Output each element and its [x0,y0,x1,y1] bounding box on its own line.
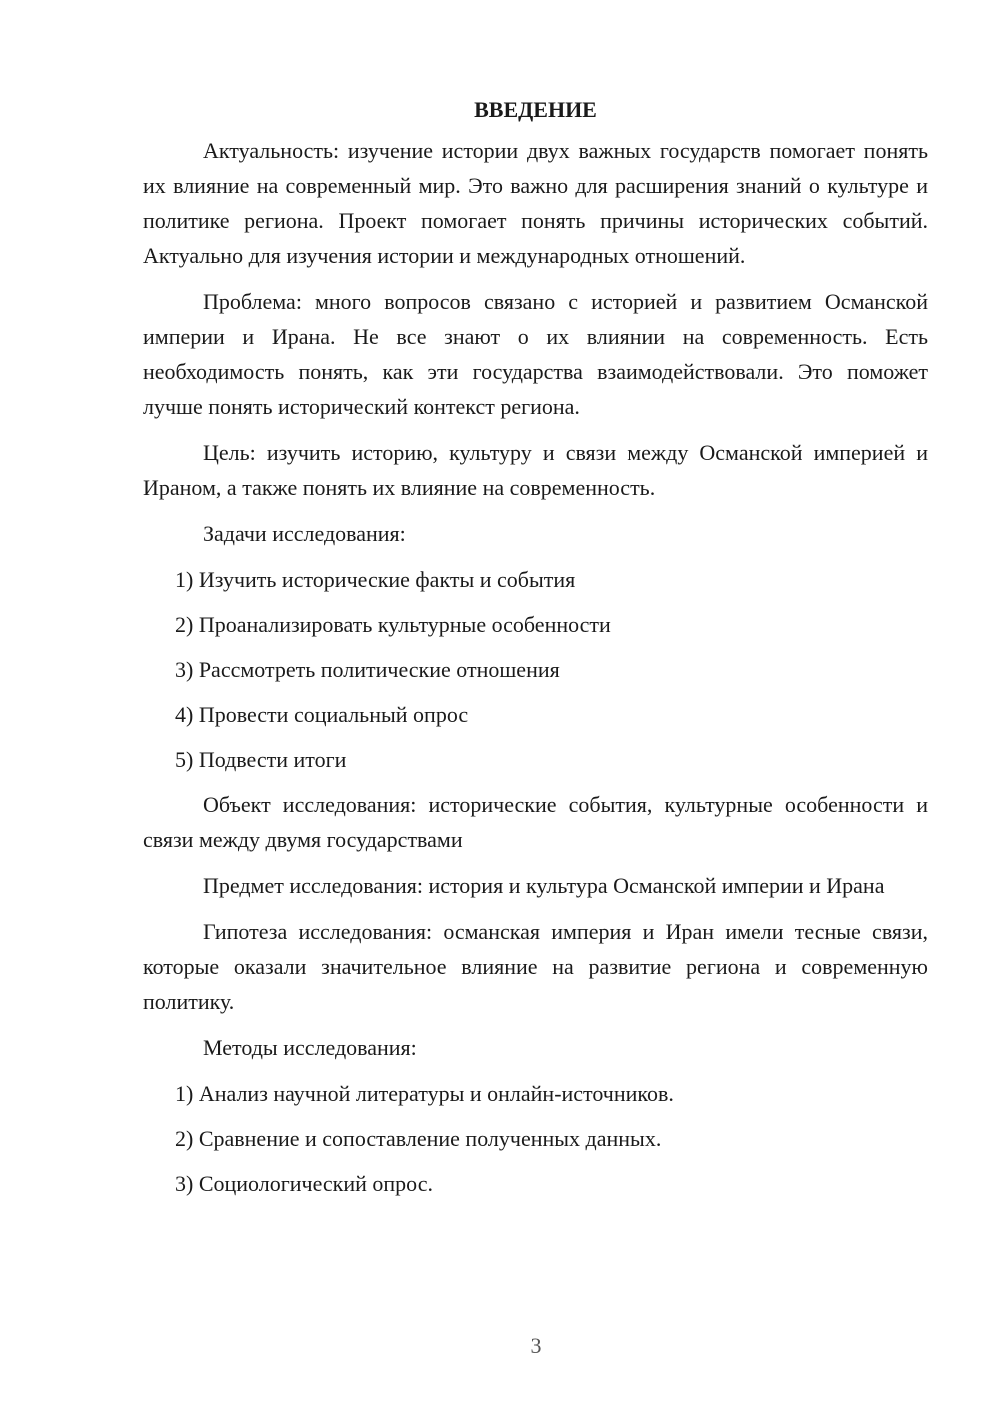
hypothesis-paragraph: Гипотеза исследования: османская империя и Иран имели тесные связи, которые оказали значительное влияние на развитие региона и современную политику. [143,919,928,1014]
list-item: 2) Сравнение и сопоставление полученных данных. [175,1126,662,1151]
subject-paragraph: Предмет исследования: история и культура Османской империи и Ирана [203,873,885,898]
tasks-list [143,562,928,777]
goal-paragraph: Цель: изучить историю, культуру и связи между Османской империей и Ираном, а также понять их влияние на современность. [143,440,928,500]
list-item: 4) Провести социальный опрос [175,702,469,727]
list-item: 3) Рассмотреть политические отношения [175,657,560,682]
list-item: 1) Анализ научной литературы и онлайн-источников. [175,1081,674,1106]
document-page [143,92,928,1211]
methods-label: Методы исследования: [203,1035,417,1060]
page-title: ВВЕДЕНИЕ [474,97,597,122]
methods-list [143,1076,928,1201]
page-number: 3 [530,1333,542,1358]
list-item: 3) Социологический опрос. [175,1171,433,1196]
problem-paragraph: Проблема: много вопросов связано с историей и развитием Османской империи и Ирана. Не все знают о их влиянии на современность. Есть необходимость понять, как эти государства взаимодействовали. Это поможет лучше понять исторический контекст региона. [143,289,928,419]
relevance-paragraph: Актуальность: изучение истории двух важных государств помогает понять их влияние на современный мир. Это важно для расширения знаний о культуре и политике региона. Проект помогает понять причины исторических событий. Актуально для изучения истории и международных отношений. [143,138,928,268]
list-item: 5) Подвести итоги [175,747,347,772]
object-paragraph: Объект исследования: исторические события, культурные особенности и связи между двумя государствами [143,792,928,852]
list-item: 2) Проанализировать культурные особенности [175,612,611,637]
list-item: 1) Изучить исторические факты и события [175,567,576,592]
tasks-label: Задачи исследования: [203,521,406,546]
